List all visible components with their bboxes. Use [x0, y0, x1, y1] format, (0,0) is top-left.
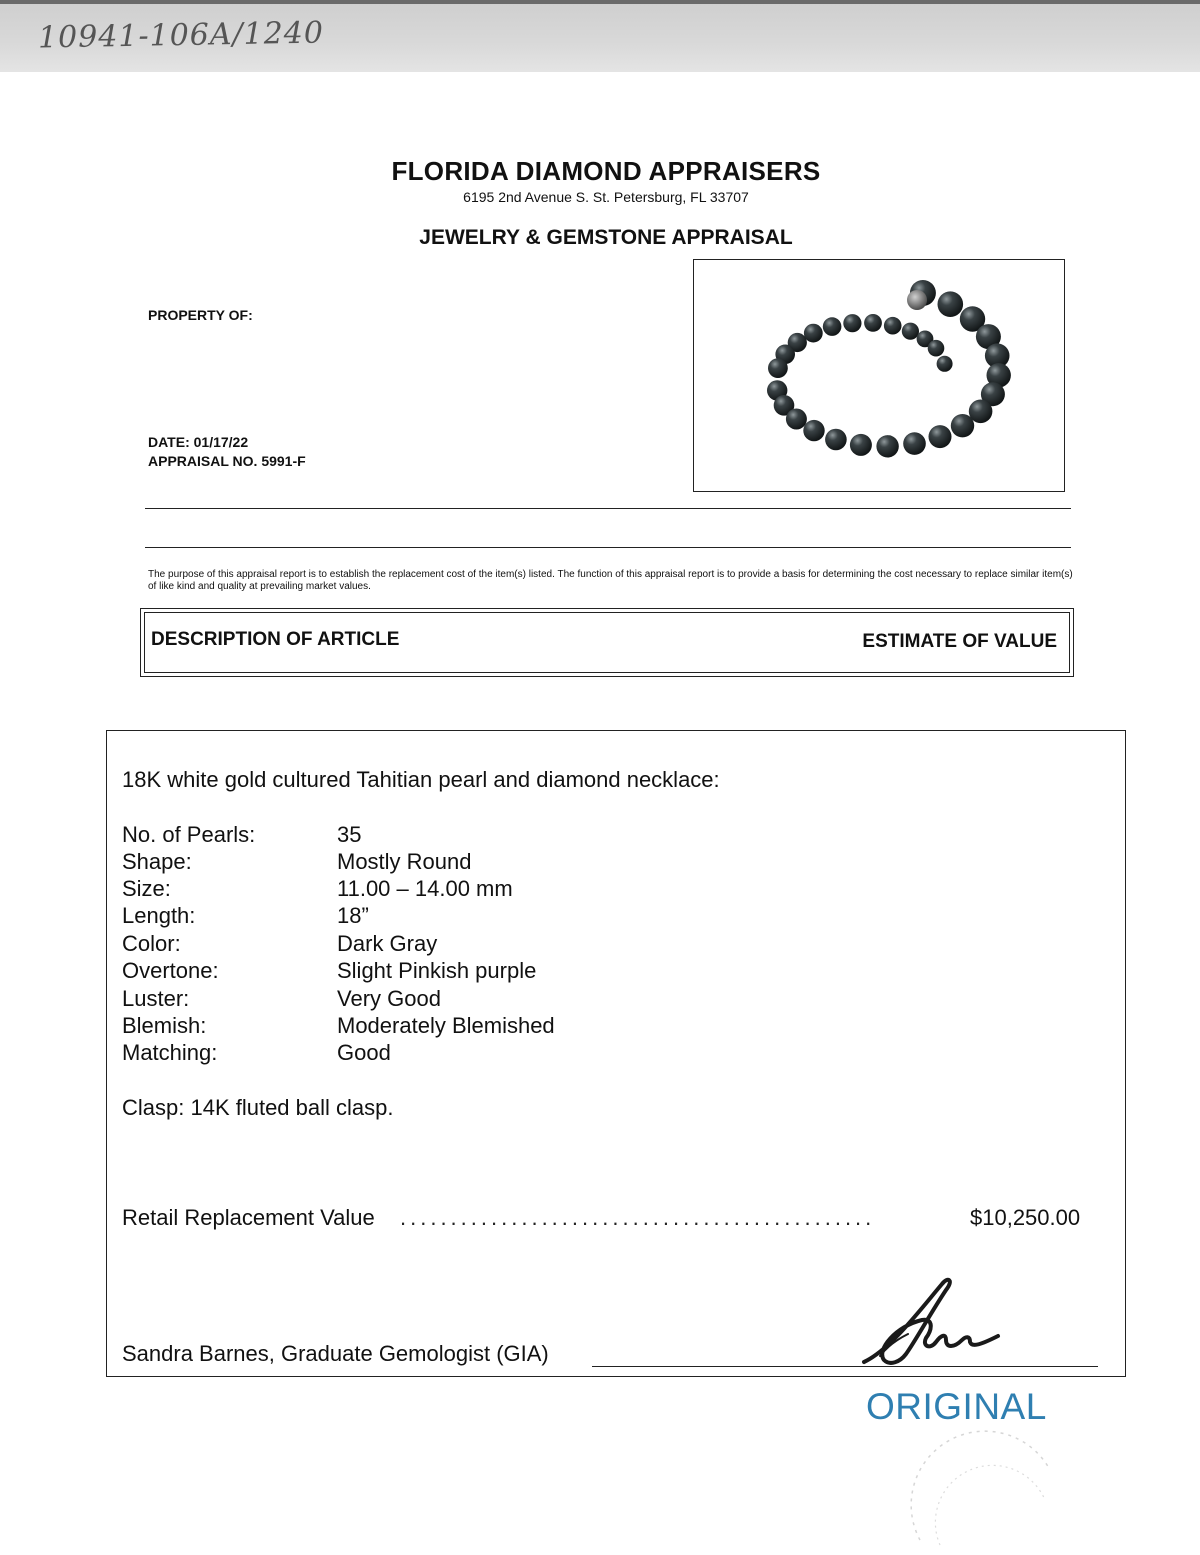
- estimate-heading: ESTIMATE OF VALUE: [862, 631, 1057, 652]
- pearl: [786, 409, 807, 430]
- divider-line-1: [145, 508, 1071, 509]
- company-address: 6195 2nd Avenue S. St. Petersburg, FL 33707: [463, 189, 749, 205]
- spec-label: Blemish:: [122, 1013, 207, 1038]
- spec-label: Overtone:: [122, 958, 219, 983]
- pearl: [876, 435, 898, 457]
- spec-label: Shape:: [122, 849, 192, 874]
- embossed-seal: [900, 1430, 1060, 1550]
- article-header-inner: [144, 612, 1070, 673]
- pearl: [938, 291, 964, 317]
- pearl: [884, 317, 902, 335]
- pearl: [864, 314, 882, 332]
- pearl: [803, 420, 824, 441]
- retail-value-amount: $10,250.00: [970, 1205, 1081, 1230]
- item-title: 18K white gold cultured Tahitian pearl and diamond necklace:: [122, 767, 720, 792]
- purpose-statement: The purpose of this appraisal report is to establish the replacement cost of the item(s) listed. The function of this appraisal report is to provide a basis for determining the cost necessary to replace similar item(s) of like kind and quality at prevailing market values.: [148, 569, 1073, 592]
- spec-value: 18”: [337, 903, 369, 928]
- spec-label: Length:: [122, 903, 196, 928]
- signature-line: [592, 1366, 1098, 1367]
- spec-label: Matching:: [122, 1040, 218, 1065]
- spec-value: Moderately Blemished: [337, 1013, 555, 1038]
- pearl: [843, 314, 861, 332]
- spec-value: Very Good: [337, 986, 441, 1011]
- pearl: [902, 323, 919, 340]
- appraisal-number-line: APPRAISAL NO. 5991-F: [148, 453, 306, 469]
- pearl: [804, 324, 823, 343]
- pearl: [825, 429, 847, 451]
- spec-value: 11.00 – 14.00 mm: [337, 876, 513, 901]
- pearl-necklace-photo: [694, 260, 1063, 490]
- description-heading: DESCRIPTION OF ARTICLE: [151, 629, 400, 650]
- signature-scribble: [850, 1270, 1020, 1380]
- dot-leader: ...............................................: [400, 1205, 876, 1230]
- original-stamp: ORIGINAL: [866, 1386, 1047, 1427]
- divider-line-2: [145, 547, 1071, 548]
- spec-value: 35: [337, 822, 362, 847]
- company-name: FLORIDA DIAMOND APPRAISERS: [391, 156, 821, 186]
- pearl: [951, 414, 974, 437]
- article-header-box: [140, 608, 1074, 677]
- pearl: [850, 434, 872, 456]
- spec-value: Dark Gray: [337, 931, 438, 956]
- handwritten-note: 10941-106A/1240: [37, 15, 325, 56]
- pearl: [929, 425, 952, 448]
- pearl: [823, 317, 842, 336]
- item-photo-frame: [693, 259, 1065, 492]
- spec-label: Luster:: [122, 986, 190, 1011]
- clasp-description: Clasp: 14K fluted ball clasp.: [122, 1095, 394, 1120]
- pearl: [937, 356, 953, 372]
- retail-value-label: Retail Replacement Value: [122, 1205, 375, 1230]
- spec-value: Slight Pinkish purple: [337, 958, 537, 983]
- spec-label: Size:: [122, 876, 171, 901]
- appraiser-name: Sandra Barnes, Graduate Gemologist (GIA): [122, 1341, 549, 1366]
- spec-label: No. of Pearls:: [122, 822, 256, 847]
- property-of-label: PROPERTY OF:: [148, 307, 253, 323]
- spec-value: Mostly Round: [337, 849, 472, 874]
- pearl: [903, 432, 926, 455]
- pearl: [768, 358, 788, 378]
- pearl: [928, 340, 945, 357]
- date-line: DATE: 01/17/22: [148, 434, 249, 450]
- spec-label: Color:: [122, 931, 181, 956]
- report-title: JEWELRY & GEMSTONE APPRAISAL: [419, 226, 793, 249]
- fluted-ball-clasp: [907, 290, 927, 310]
- spec-value: Good: [337, 1040, 391, 1065]
